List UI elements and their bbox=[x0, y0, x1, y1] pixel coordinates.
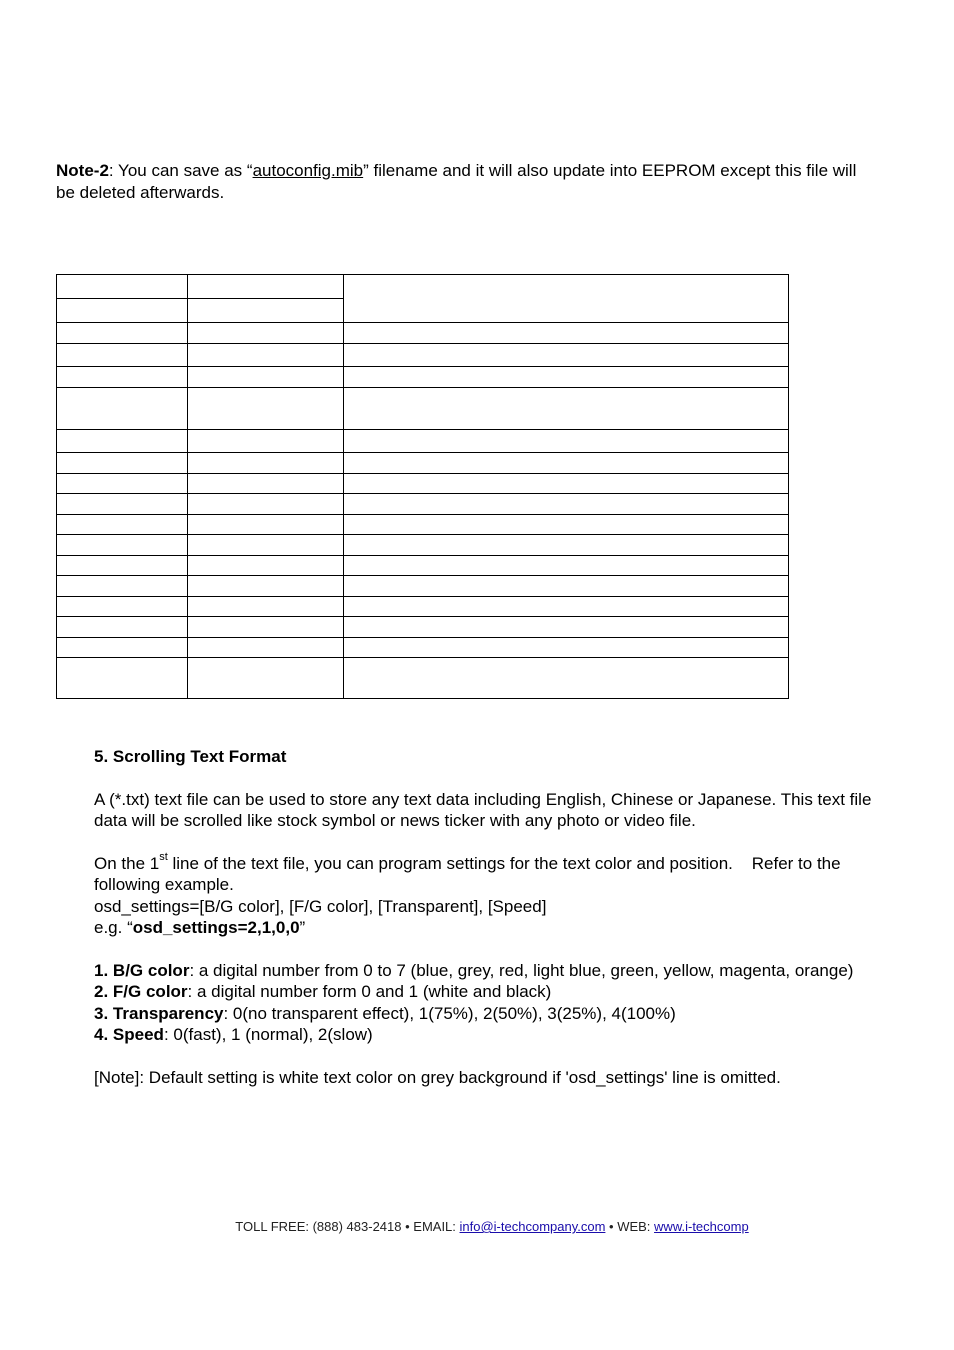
table-cell bbox=[188, 638, 344, 658]
table-row bbox=[57, 494, 789, 515]
table-cell bbox=[188, 535, 344, 556]
table-row bbox=[57, 453, 789, 474]
table-cell bbox=[344, 556, 789, 576]
table-cell bbox=[344, 617, 789, 638]
item-number: 4. bbox=[94, 1025, 109, 1044]
table-cell bbox=[57, 494, 188, 515]
ordinal-suffix: st bbox=[159, 850, 168, 863]
table-cell bbox=[188, 597, 344, 617]
web-link[interactable]: www.i-techcomp bbox=[654, 1219, 749, 1234]
item-description: : a digital number from 0 to 7 (blue, grey, red, light blue, green, yellow, magenta, orange) bbox=[189, 960, 854, 980]
settings-paragraph bbox=[94, 850, 894, 896]
table-cell bbox=[188, 474, 344, 494]
item-number: 2. bbox=[94, 982, 109, 1001]
example-value: osd_settings=2,1,0,0 bbox=[132, 918, 300, 937]
note-2-text-a: : You can save as “ bbox=[108, 161, 253, 180]
footer-text-b: • WEB: bbox=[605, 1219, 655, 1234]
intro-paragraph: A (*.txt) text file can be used to store any text data including English, Chinese or Japanese. This text file data will be scrolled like stock symbol or news ticker with any photo or video file. bbox=[94, 789, 872, 830]
table-row bbox=[57, 597, 789, 617]
example-suffix: ” bbox=[299, 918, 306, 937]
list-item bbox=[94, 1003, 894, 1025]
table-row bbox=[57, 617, 789, 638]
table-cell bbox=[344, 535, 789, 556]
item-description: : a digital number form 0 and 1 (white and black) bbox=[187, 982, 552, 1001]
table-cell bbox=[344, 597, 789, 617]
table-cell bbox=[344, 658, 789, 699]
example-prefix: e.g. “ bbox=[94, 918, 133, 937]
table-cell bbox=[344, 515, 789, 535]
table-cell bbox=[188, 617, 344, 638]
table-cell bbox=[188, 299, 344, 323]
table-cell bbox=[57, 323, 188, 344]
item-number: 1. bbox=[94, 960, 109, 980]
table-cell bbox=[344, 453, 789, 474]
table-cell bbox=[57, 535, 188, 556]
table-cell bbox=[188, 430, 344, 453]
table-cell bbox=[57, 388, 188, 430]
table-cell bbox=[344, 638, 789, 658]
table-cell bbox=[188, 388, 344, 430]
item-description: : 0(fast), 1 (normal), 2(slow) bbox=[163, 1025, 373, 1044]
table-row bbox=[57, 323, 789, 344]
note-2-paragraph bbox=[56, 160, 876, 203]
table-row bbox=[57, 515, 789, 535]
list-item bbox=[94, 960, 894, 982]
item-number: 3. bbox=[94, 1003, 109, 1023]
note-2-text-b: ” filename and it will also update into EEPROM except this file will be deleted afterwards. bbox=[56, 161, 857, 202]
footer-text-a: TOLL FREE: (888) 483-2418 • EMAIL: bbox=[235, 1219, 460, 1234]
table-cell bbox=[57, 344, 188, 367]
table-cell bbox=[188, 576, 344, 597]
table-cell bbox=[188, 453, 344, 474]
table-cell bbox=[57, 638, 188, 658]
table-cell bbox=[188, 275, 344, 299]
email-link[interactable]: info@i-techcompany.com bbox=[459, 1219, 606, 1234]
settings-text-a: On the 1 bbox=[94, 853, 160, 873]
default-setting-note: [Note]: Default setting is white text color on grey background if 'osd_settings' line is omitted. bbox=[94, 1067, 781, 1087]
table-cell bbox=[57, 367, 188, 388]
table-row bbox=[57, 275, 789, 299]
page-footer bbox=[0, 1219, 954, 1234]
settings-text-b: line of the text file, you can program settings for the text color and position. Refer to the following example. bbox=[94, 853, 841, 894]
table-cell bbox=[188, 515, 344, 535]
table-row bbox=[57, 344, 789, 367]
table-cell bbox=[57, 515, 188, 535]
table-cell bbox=[57, 474, 188, 494]
note-2-label: Note-2 bbox=[56, 161, 109, 180]
table-row bbox=[57, 576, 789, 597]
blank-table bbox=[56, 274, 789, 699]
autoconfig-filename: autoconfig.mib bbox=[252, 161, 364, 180]
table-cell bbox=[57, 275, 188, 299]
item-description: : 0(no transparent effect), 1(75%), 2(50%), 3(25%), 4(100%) bbox=[223, 1003, 676, 1023]
table-cell bbox=[344, 474, 789, 494]
settings-list bbox=[94, 960, 894, 1046]
example-line bbox=[94, 917, 894, 939]
item-term: Speed bbox=[112, 1025, 164, 1044]
table-cell bbox=[344, 576, 789, 597]
table-row bbox=[57, 367, 789, 388]
table-row bbox=[57, 638, 789, 658]
table-cell bbox=[57, 299, 188, 323]
table-cell bbox=[188, 494, 344, 515]
table-cell bbox=[344, 430, 789, 453]
table-cell bbox=[57, 617, 188, 638]
table-cell bbox=[344, 367, 789, 388]
syntax-line: osd_settings=[B/G color], [F/G color], [Transparent], [Speed] bbox=[94, 896, 547, 916]
item-term: Transparency bbox=[112, 1003, 224, 1023]
table-cell bbox=[188, 367, 344, 388]
table-cell bbox=[57, 576, 188, 597]
table-cell bbox=[188, 658, 344, 699]
item-term: F/G color bbox=[112, 982, 188, 1001]
table-cell bbox=[57, 597, 188, 617]
table-cell bbox=[57, 658, 188, 699]
table-cell bbox=[188, 344, 344, 367]
table-row bbox=[57, 388, 789, 430]
table-cell bbox=[57, 453, 188, 474]
table-cell bbox=[188, 556, 344, 576]
table-cell bbox=[57, 430, 188, 453]
table-cell bbox=[344, 344, 789, 367]
item-term: B/G color bbox=[112, 960, 190, 980]
list-item bbox=[94, 1024, 894, 1046]
scrolling-text-format-section bbox=[94, 746, 894, 1088]
table-cell bbox=[188, 323, 344, 344]
table-row bbox=[57, 556, 789, 576]
table-row bbox=[57, 474, 789, 494]
table-cell bbox=[344, 388, 789, 430]
table-cell bbox=[344, 494, 789, 515]
table-cell bbox=[344, 323, 789, 344]
section-heading: 5. Scrolling Text Format bbox=[94, 747, 287, 766]
table-row bbox=[57, 430, 789, 453]
table-cell bbox=[57, 556, 188, 576]
table-cell bbox=[344, 275, 789, 323]
table-row bbox=[57, 658, 789, 699]
table-row bbox=[57, 535, 789, 556]
list-item bbox=[94, 981, 894, 1003]
